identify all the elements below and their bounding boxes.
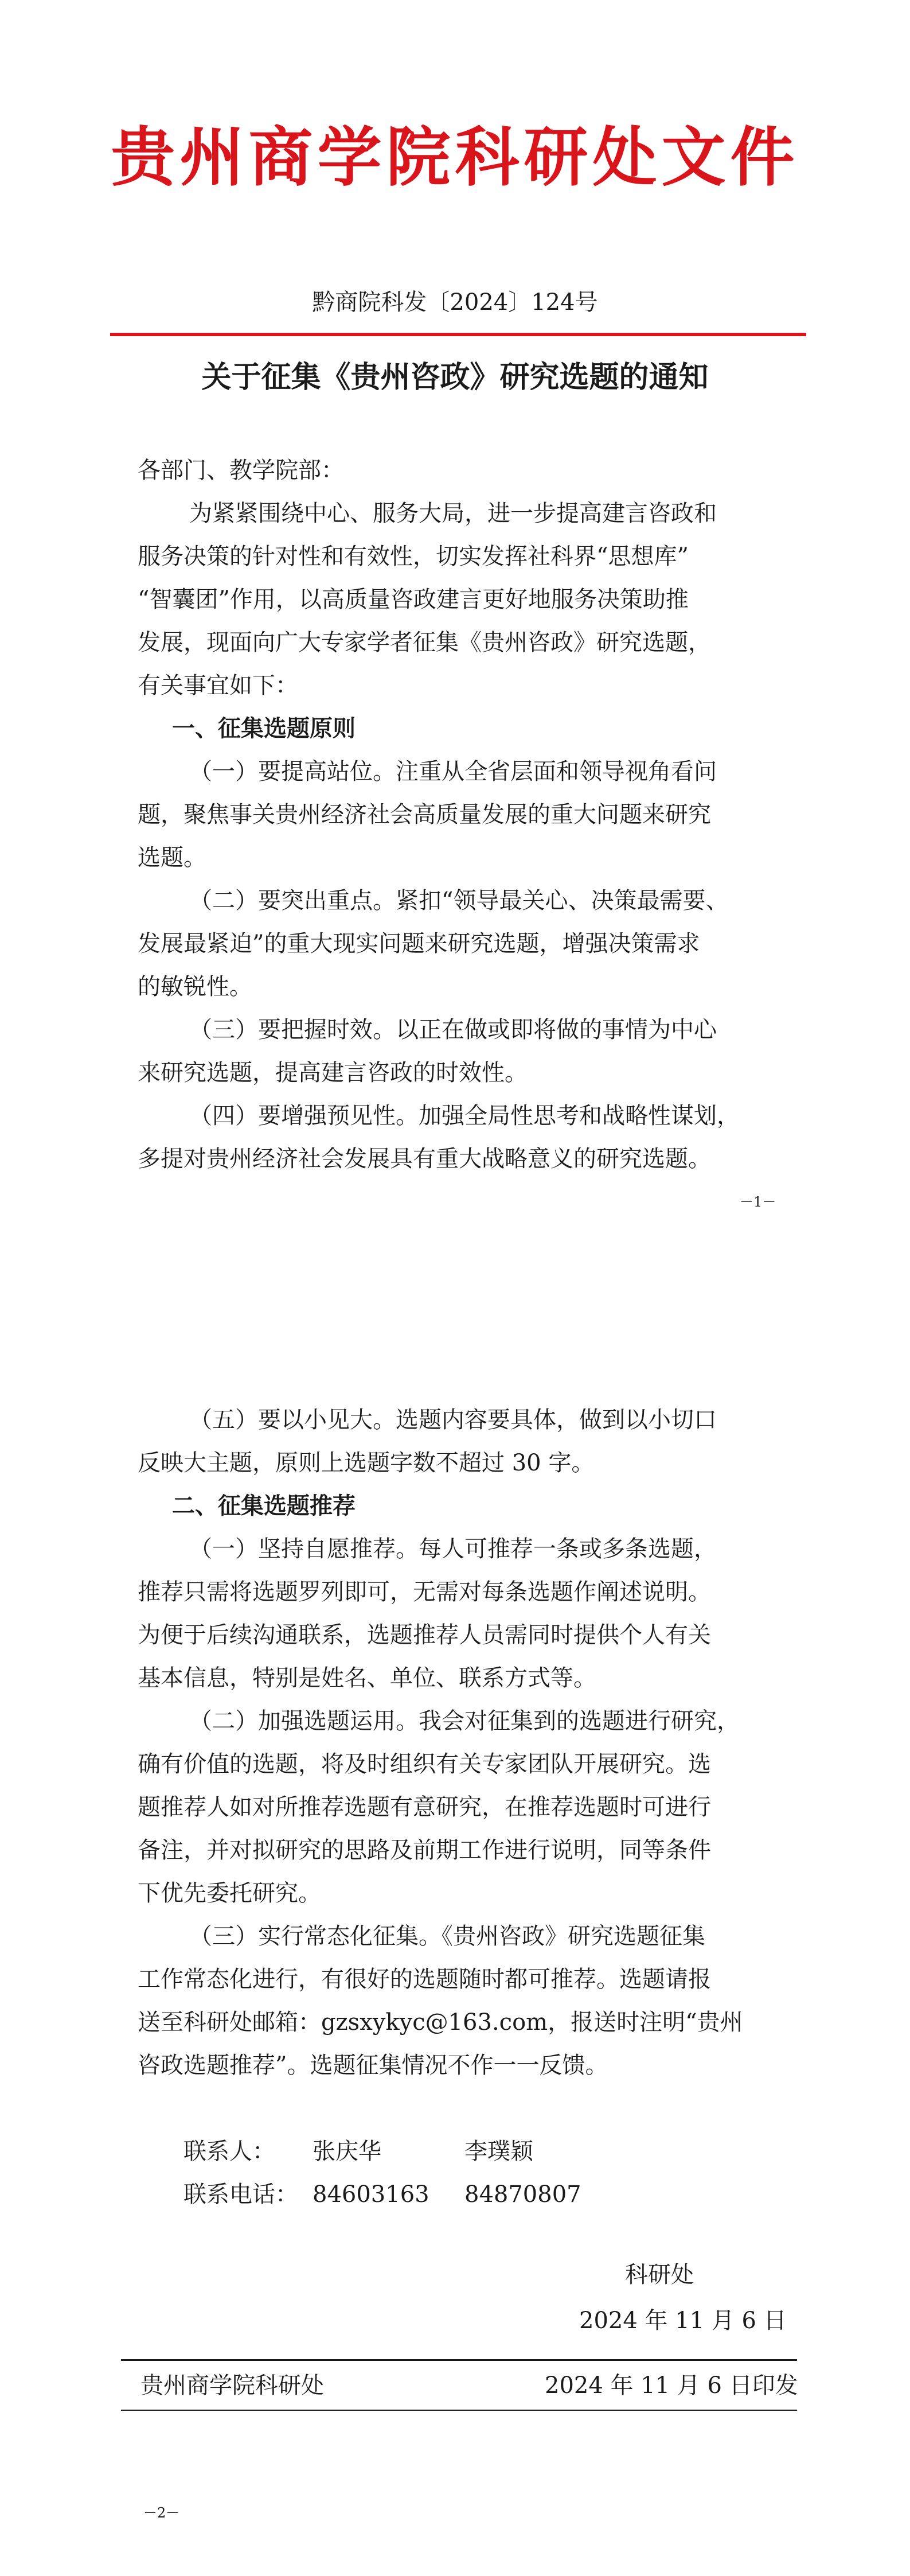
paragraph-line: 多提对贵州经济社会发展具有重大战略意义的研究选题。 [138, 1146, 711, 1172]
contact-phone-1[interactable]: 84603163 [313, 2181, 429, 2208]
paragraph-line: 下优先委托研究。 [138, 1880, 321, 1906]
contact-person-1: 张庆华 [313, 2138, 381, 2165]
paragraph-line: （四）要增强预见性。加强全局性思考和战略性谋划， [189, 1103, 740, 1129]
paragraph-line: 备注，并对拟研究的思路及前期工作进行说明，同等条件 [138, 1837, 711, 1863]
intro-line: 为紧紧围绕中心、服务大局，进一步提高建言咨政和 [189, 500, 717, 527]
paragraph-line: 来研究选题，提高建言咨政的时效性。 [138, 1060, 528, 1086]
paragraph-line: 咨政选题推荐”。选题征集情况不作一一反馈。 [138, 2052, 608, 2079]
signature-date: 2024 年 11 月 6 日 [579, 2307, 787, 2334]
paragraph-line: 反映大主题，原则上选题字数不超过 30 字。 [138, 1450, 595, 1476]
signature-organization: 科研处 [625, 2262, 694, 2288]
paragraph-line: 基本信息，特别是姓名、单位、联系方式等。 [138, 1665, 596, 1691]
paragraph-line: （三）要把握时效。以正在做或即将做的事情为中心 [189, 1017, 717, 1043]
paragraph-line: （二）加强选题运用。我会对征集到的选题进行研究， [189, 1708, 740, 1734]
paragraph-line: 的敏锐性。 [138, 974, 252, 1000]
footer-top-rule [121, 2359, 797, 2361]
contact-phone-label: 联系电话： [183, 2181, 298, 2208]
document-number: 黔商院科发〔2024〕124号 [312, 289, 598, 316]
red-divider [110, 333, 806, 336]
paragraph-line: 工作常态化进行，有很好的选题随时都可推荐。选题请报 [138, 1966, 711, 1993]
paragraph-line: 发展最紧迫”的重大现实问题来研究选题，增强决策需求 [138, 931, 700, 957]
paragraph-line: 为便于后续沟通联系，选题推荐人员需同时提供个人有关 [138, 1622, 711, 1648]
document-header-title: 贵州商学院科研处文件 [111, 120, 799, 195]
paragraph-line: （一）坚持自愿推荐。每人可推荐一条或多条选题， [189, 1536, 717, 1562]
paragraph-line: 题，聚焦事关贵州经济社会高质量发展的重大问题来研究 [138, 801, 711, 828]
notice-title: 关于征集《贵州咨政》研究选题的通知 [201, 360, 709, 395]
paragraph-line: （二）要突出重点。紧扣“领导最关心、决策最需要、 [189, 888, 729, 914]
recipient-line: 各部门、教学院部： [138, 457, 344, 484]
page-number: －1－ [740, 1194, 776, 1210]
contact-phone-2[interactable]: 84870807 [464, 2181, 581, 2208]
paragraph-line: 送至科研处邮箱：gzsxykyc@163.com，报送时注明“贵州 [138, 2009, 743, 2036]
page-number: －2－ [143, 2505, 180, 2521]
paragraph-line: 推荐只需将选题罗列即可，无需对每条选题作阐述说明。 [138, 1579, 711, 1605]
intro-line: 有关事宜如下： [138, 672, 298, 699]
paragraph-line: （三）实行常态化征集。《贵州咨政》研究选题征集 [189, 1923, 705, 1949]
paragraph-line: （一）要提高站位。注重从全省层面和领导视角看问 [189, 758, 717, 785]
contact-person-label: 联系人： [183, 2138, 275, 2165]
paragraph-line: 确有价值的选题，将及时组织有关专家团队开展研究。选 [138, 1751, 711, 1777]
paragraph-line: （五）要以小见大。选题内容要具体，做到以小切口 [189, 1407, 717, 1433]
intro-line: 发展，现面向广大专家学者征集《贵州咨政》研究选题， [138, 629, 711, 656]
intro-line: 服务决策的针对性和有效性，切实发挥社科界“思想库” [138, 543, 689, 570]
section-heading-recommendation: 二、征集选题推荐 [172, 1493, 356, 1519]
paragraph-line: 题推荐人如对所推荐选题有意研究，在推荐选题时可进行 [138, 1794, 711, 1820]
footer-organization: 贵州商学院科研处 [140, 2372, 324, 2399]
intro-line: “智囊团”作用，以高质量咨政建言更好地服务决策助推 [138, 586, 689, 613]
section-heading-principles: 一、征集选题原则 [172, 715, 356, 742]
paragraph-line: 选题。 [138, 845, 206, 871]
contact-person-2: 李璞颖 [464, 2138, 533, 2165]
footer-print-date: 2024 年 11 月 6 日印发 [545, 2372, 798, 2399]
footer-bottom-rule [121, 2410, 797, 2411]
